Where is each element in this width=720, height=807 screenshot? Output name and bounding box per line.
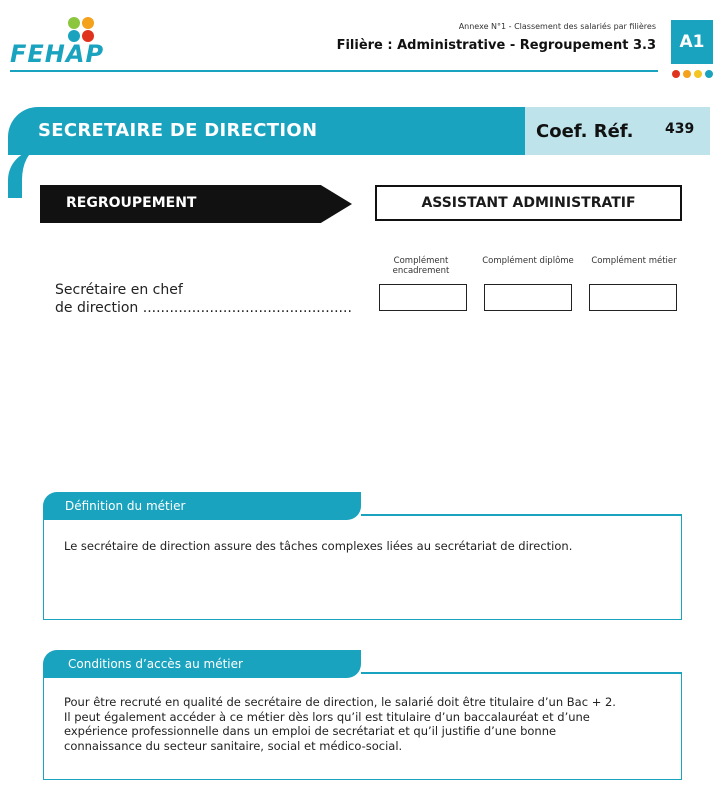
red-dot xyxy=(672,70,680,78)
definition-title: Définition du métier xyxy=(65,499,186,513)
orange-dot xyxy=(683,70,691,78)
job-title: SECRETAIRE DE DIRECTION xyxy=(38,120,318,141)
section-badge: A1 xyxy=(671,20,713,64)
complement-encadrement-label: Complément encadrement xyxy=(392,256,450,277)
conditions-title: Conditions d’accès au métier xyxy=(68,657,243,671)
conditions-line: expérience professionnelle dans un emploi de secrétariat et qu’il justifie d’une bonne xyxy=(64,724,557,738)
yellow-dot xyxy=(694,70,702,78)
job-name-line2: de direction ............................................... xyxy=(55,300,352,316)
job-name-line1: Secrétaire en chef xyxy=(55,282,183,298)
definition-box-topline xyxy=(361,514,682,516)
blue-dot xyxy=(705,70,713,78)
definition-box xyxy=(43,514,682,620)
conditions-line: Pour être recruté en qualité de secrétaire de direction, le salarié doit être titulaire d’un Bac + 2. xyxy=(64,695,616,709)
complement-metier-field[interactable] xyxy=(589,284,677,311)
complement-diplome-label: Complément diplôme xyxy=(482,256,574,266)
header-divider xyxy=(10,70,658,72)
coef-value: 439 xyxy=(665,121,695,137)
complement-diplome-field[interactable] xyxy=(484,284,572,311)
complement-metier-label: Complément métier xyxy=(591,256,677,266)
annex-label: Annexe N°1 - Classement des salariés par filières xyxy=(458,22,656,31)
complement-encadrement-field[interactable] xyxy=(379,284,467,311)
conditions-text xyxy=(64,695,616,753)
definition-text: Le secrétaire de direction assure des tâches complexes liées au secrétariat de direction. xyxy=(64,539,573,553)
regroupement-label: REGROUPEMENT xyxy=(66,195,197,211)
title-band-curve xyxy=(8,150,40,198)
fehap-logo xyxy=(10,14,110,74)
regroupement-value: ASSISTANT ADMINISTRATIF xyxy=(375,185,682,221)
conditions-line: connaissance du secteur sanitaire, social et médico-social. xyxy=(64,738,403,753)
conditions-line: Il peut également accéder à ce métier dès lors qu’il est titulaire d’un baccalauréat et d’une xyxy=(64,709,590,724)
color-dots xyxy=(672,70,713,78)
filiere-title: Filière : Administrative - Regroupement 3.3 xyxy=(336,38,656,53)
conditions-box-topline xyxy=(361,672,682,674)
coef-label: Coef. Réf. xyxy=(536,121,634,142)
logo-text: FEHAP xyxy=(10,40,105,68)
